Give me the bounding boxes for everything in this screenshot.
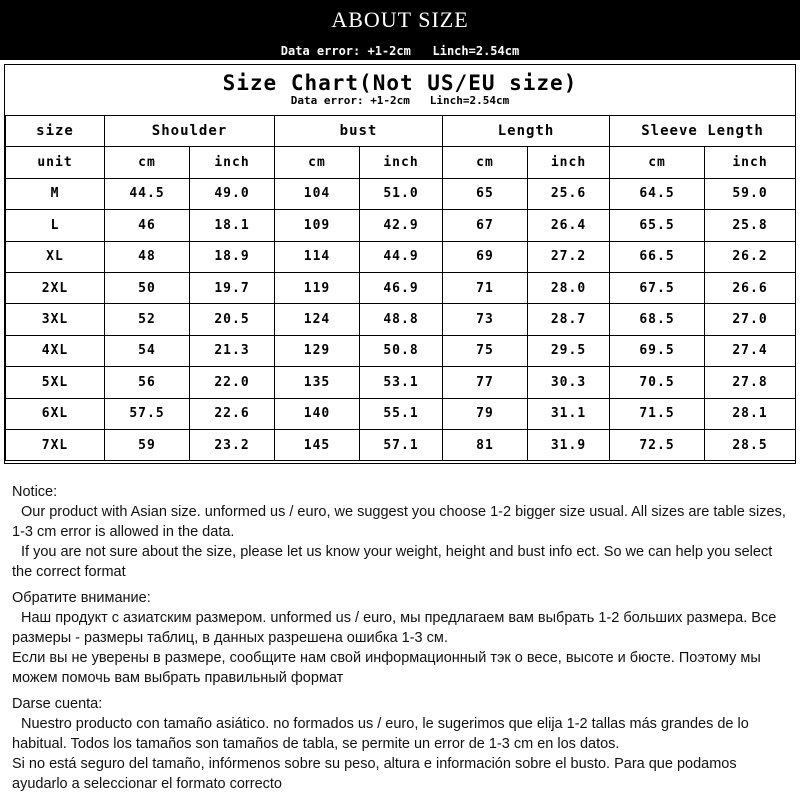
cell-shoulder-cm: 46 <box>105 210 190 241</box>
cell-shoulder-inch: 22.6 <box>190 398 275 429</box>
notice-paragraph: Nuestro producto con tamaño asiático. no formados us / euro, le sugerimos que elija 1-2 tallas más grandes de lo habitual. Todos los tamaños son tamaños de tabla, se permite un error de 1-3 cm en los datos. <box>12 716 749 752</box>
cell-length-cm: 81 <box>443 429 528 460</box>
cell-sleeve-inch: 59.0 <box>705 178 796 209</box>
chart-title: Size Chart(Not US/EU size) <box>222 71 578 95</box>
notice-heading: Обратите внимание: <box>12 590 151 606</box>
cell-sleeve-inch: 26.2 <box>705 241 796 272</box>
cell-bust-inch: 46.9 <box>360 272 443 303</box>
notice-heading: Notice: <box>12 484 58 500</box>
cell-length-inch: 29.5 <box>528 335 610 366</box>
cell-length-cm: 75 <box>443 335 528 366</box>
cell-sleeve-inch: 27.4 <box>705 335 796 366</box>
cell-sleeve-inch: 27.0 <box>705 304 796 335</box>
unit-inch: inch <box>705 147 796 178</box>
cell-shoulder-cm: 50 <box>105 272 190 303</box>
cell-sleeve-inch: 28.1 <box>705 398 796 429</box>
cell-size: M <box>6 178 105 209</box>
table-row <box>6 210 796 241</box>
length-header: Length <box>443 116 610 147</box>
cell-sleeve-inch: 25.8 <box>705 210 796 241</box>
cell-sleeve-cm: 69.5 <box>610 335 705 366</box>
cell-size: 3XL <box>6 304 105 335</box>
cell-length-inch: 28.7 <box>528 304 610 335</box>
cell-bust-inch: 57.1 <box>360 429 443 460</box>
cell-length-cm: 67 <box>443 210 528 241</box>
banner-title: ABOUT SIZE <box>331 7 469 32</box>
notice-paragraph: Наш продукт с азиатским размером. unformed us / euro, мы предлагаем вам выбрать 1-2 больших размера. Все размеры - размеры таблиц, в данных разрешена ошибка 1-3 см. <box>12 610 777 646</box>
notice-heading: Darse cuenta: <box>12 696 103 712</box>
cell-shoulder-cm: 57.5 <box>105 398 190 429</box>
cell-shoulder-inch: 49.0 <box>190 178 275 209</box>
size-notes <box>12 482 792 800</box>
cell-sleeve-inch: 27.8 <box>705 367 796 398</box>
cell-bust-cm: 114 <box>275 241 360 272</box>
chart-subtitle: Data error: +1-2cm Linch=2.54cm <box>290 94 510 107</box>
cell-length-cm: 69 <box>443 241 528 272</box>
cell-shoulder-cm: 44.5 <box>105 178 190 209</box>
table-row <box>6 367 796 398</box>
cell-bust-cm: 119 <box>275 272 360 303</box>
cell-length-inch: 31.1 <box>528 398 610 429</box>
cell-length-inch: 26.4 <box>528 210 610 241</box>
table-row <box>6 178 796 209</box>
shoulder-header: Shoulder <box>105 116 275 147</box>
cell-shoulder-cm: 48 <box>105 241 190 272</box>
size-chart <box>4 64 796 464</box>
table-row <box>6 241 796 272</box>
cell-shoulder-cm: 59 <box>105 429 190 460</box>
cell-sleeve-cm: 72.5 <box>610 429 705 460</box>
cell-shoulder-cm: 52 <box>105 304 190 335</box>
table-row <box>6 429 796 460</box>
cell-sleeve-inch: 26.6 <box>705 272 796 303</box>
notice-paragraph: Our product with Asian size. unformed us / euro, we suggest you choose 1-2 bigger size usual. All sizes are table sizes, 1-3 cm error is allowed in the data. <box>12 504 786 540</box>
notice-paragraph: Если вы не уверены в размере, сообщите нам свой информационный тэк о весе, высоте и бюсте. Поэтому мы можем помочь вам выбрать правильный формат <box>12 650 761 686</box>
cell-length-inch: 28.0 <box>528 272 610 303</box>
cell-length-cm: 79 <box>443 398 528 429</box>
cell-bust-cm: 109 <box>275 210 360 241</box>
cell-shoulder-inch: 20.5 <box>190 304 275 335</box>
cell-bust-cm: 145 <box>275 429 360 460</box>
cell-shoulder-inch: 23.2 <box>190 429 275 460</box>
cell-sleeve-cm: 70.5 <box>610 367 705 398</box>
notice-paragraph: If you are not sure about the size, please let us know your weight, height and bust info ect. So we can help you select the correct format <box>12 544 773 580</box>
cell-size: L <box>6 210 105 241</box>
notes-english <box>12 482 792 582</box>
cell-bust-inch: 42.9 <box>360 210 443 241</box>
notes-russian <box>12 588 792 688</box>
cell-shoulder-inch: 18.1 <box>190 210 275 241</box>
cell-bust-cm: 104 <box>275 178 360 209</box>
cell-sleeve-inch: 28.5 <box>705 429 796 460</box>
notice-paragraph: Si no está seguro del tamaño, infórmenos sobre su peso, altura e información sobre el busto. Para que podamos ayudarlo a seleccionar el formato correcto <box>12 756 737 792</box>
cell-sleeve-cm: 71.5 <box>610 398 705 429</box>
cell-length-inch: 25.6 <box>528 178 610 209</box>
cell-size: 5XL <box>6 367 105 398</box>
cell-bust-inch: 44.9 <box>360 241 443 272</box>
notes-spanish <box>12 694 792 794</box>
unit-cm: cm <box>443 147 528 178</box>
cell-shoulder-inch: 21.3 <box>190 335 275 366</box>
cell-sleeve-cm: 64.5 <box>610 178 705 209</box>
cell-length-cm: 77 <box>443 367 528 398</box>
cell-sleeve-cm: 66.5 <box>610 241 705 272</box>
cell-length-cm: 65 <box>443 178 528 209</box>
header-row <box>6 116 796 147</box>
table-row <box>6 304 796 335</box>
cell-length-inch: 27.2 <box>528 241 610 272</box>
size-header: size <box>6 116 105 147</box>
cell-shoulder-cm: 56 <box>105 367 190 398</box>
cell-sleeve-cm: 68.5 <box>610 304 705 335</box>
about-size-banner <box>0 0 800 40</box>
table-row <box>6 272 796 303</box>
cell-size: 6XL <box>6 398 105 429</box>
cell-sleeve-cm: 65.5 <box>610 210 705 241</box>
cell-bust-inch: 50.8 <box>360 335 443 366</box>
unit-cm: cm <box>275 147 360 178</box>
cell-size: 2XL <box>6 272 105 303</box>
unit-cm: cm <box>105 147 190 178</box>
table-row <box>6 398 796 429</box>
unit-row <box>6 147 796 178</box>
cell-shoulder-inch: 18.9 <box>190 241 275 272</box>
bust-header: bust <box>275 116 443 147</box>
cell-length-inch: 31.9 <box>528 429 610 460</box>
cell-bust-cm: 135 <box>275 367 360 398</box>
unit-inch: inch <box>528 147 610 178</box>
cell-bust-cm: 124 <box>275 304 360 335</box>
table-row <box>6 335 796 366</box>
cell-shoulder-inch: 22.0 <box>190 367 275 398</box>
cell-bust-inch: 55.1 <box>360 398 443 429</box>
cell-sleeve-cm: 67.5 <box>610 272 705 303</box>
cell-length-cm: 73 <box>443 304 528 335</box>
unit-cm: cm <box>610 147 705 178</box>
cell-shoulder-cm: 54 <box>105 335 190 366</box>
data-error-text: Data error: +1-2cm Linch=2.54cm <box>280 44 520 58</box>
cell-bust-cm: 129 <box>275 335 360 366</box>
unit-inch: inch <box>190 147 275 178</box>
cell-length-inch: 30.3 <box>528 367 610 398</box>
cell-size: XL <box>6 241 105 272</box>
cell-bust-cm: 140 <box>275 398 360 429</box>
unit-inch: inch <box>360 147 443 178</box>
size-table <box>5 115 796 461</box>
unit-label: unit <box>6 147 105 178</box>
cell-bust-inch: 53.1 <box>360 367 443 398</box>
cell-shoulder-inch: 19.7 <box>190 272 275 303</box>
cell-bust-inch: 48.8 <box>360 304 443 335</box>
sleeve-length-header: Sleeve Length <box>610 116 796 147</box>
cell-size: 4XL <box>6 335 105 366</box>
cell-bust-inch: 51.0 <box>360 178 443 209</box>
cell-size: 7XL <box>6 429 105 460</box>
cell-length-cm: 71 <box>443 272 528 303</box>
